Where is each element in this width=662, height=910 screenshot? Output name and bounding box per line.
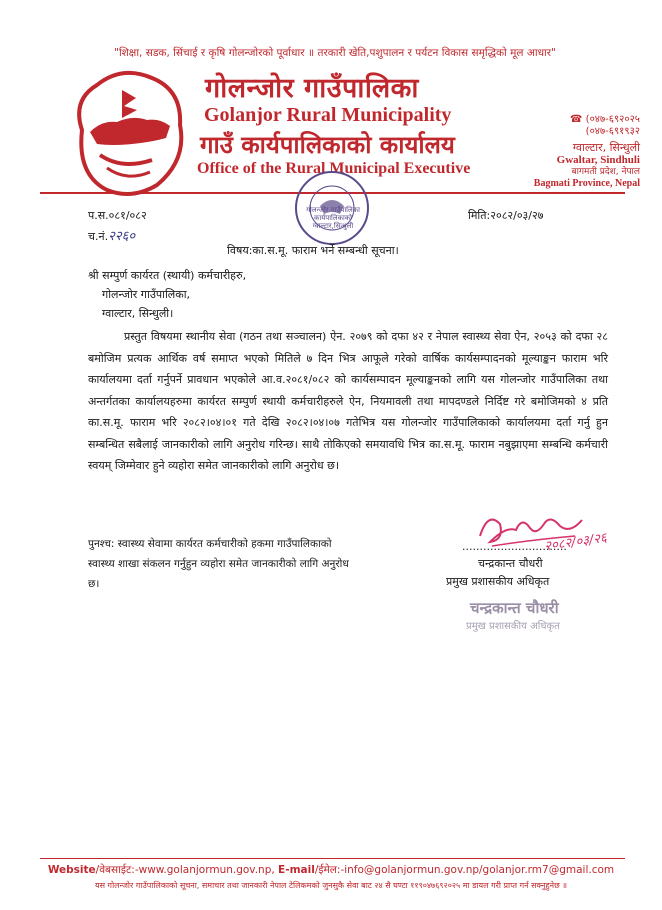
municipality-name-np: गोलन्जोर गाउँपालिका (205, 73, 419, 104)
signatory-name: चन्द्रकान्त चौधरी (478, 557, 543, 570)
signatory-title: प्रमुख प्रशासकीय अधिकृत (446, 575, 550, 588)
signature-date: २०८२/०३/२६ (543, 530, 608, 555)
letter-date: मिति:२०८२/०३/२७ (468, 209, 544, 222)
email-text[interactable]: /ईमेल:-info@golanjormun.gov.np/golanjor.rm7@gmail.com (314, 864, 615, 876)
dispatch-number-row (88, 226, 135, 244)
seal-text (298, 206, 368, 230)
province-np: बागमती प्रदेश, नेपाल (571, 167, 640, 177)
office-name-np: गाउँ कार्यपालिकाको कार्यालय (200, 130, 455, 159)
seal-line-3: ग्वाल्टार,सिन्धुली (312, 222, 354, 230)
seal-line-1: गोलन्जोर गाउँपालिका (306, 206, 360, 214)
recipient-line-3: ग्वाल्टार, सिन्धुली। (102, 307, 174, 320)
recipient-block (88, 266, 246, 323)
letter-body (88, 326, 608, 477)
province-en: Bagmati Province, Nepal (533, 178, 640, 189)
dispatch-number-value: २२६० (108, 229, 136, 244)
address-np: ग्वाल्टार, सिन्धुली (572, 141, 640, 154)
office-name-en: Office of the Rural Municipal Executive (197, 160, 471, 177)
website-label: Website (47, 864, 96, 876)
phone-row-2: (०४७-६९१९३२ (585, 126, 640, 137)
address-en: Gwaltar, Sindhuli (556, 154, 640, 166)
title-stamp: प्रमुख प्रशासकीय अधिकृत (466, 621, 560, 632)
letter-body-text: प्रस्तुत विषयमा स्थानीय सेवा (गठन तथा सञ्चालन) ऐन. २०७९ को दफा ४२ र नेपाल स्वास्थ्य सेवा ऐन, २०५३ को दफा २८ बमोजिम प्रत्यक आर्थिक वर्ष समाप्त भएको मितिले ७ दिन भित्र आफूले गरेको वार्षिक कार्यसम्पादनको मूल्याङ्कन फाराम भरि कार्यालयमा दर्ता गर्नुपर्ने प्रावधान भएकोले आ.व.२०८१/०८२ को कार्यसम्पादन मूल्याङ्कनको लागि यस गोलन्जोर गाउँपालिका तथा अन्तर्गतका कार्यालयहरुमा कार्यरत सम्पुर्ण स्थायी कर्मचारीहरुले ऐन, नियमावली तथा मापदण्डले निर्दिष्ट गरे बमोजिमको ४ प्रति का.स.मू. फाराम भरि २०८२।०४।०१ गते देखि २०८२।०४।०७ गतेभित्र यस गोलन्जोर गाउँपालिकाको कार्यालयमा दर्ता गर्नु हुन सम्बन्धित सबैलाई जानकारीको लागि अनुरोध गरिन्छ। साथै तोकिएको समयावधि भित्र का.स.मू. फाराम नबुझाएमा सम्बन्धि कर्मचारी स्वयम् जिम्मेवार हुने व्यहोरा समेत जानकारीको लागि अनुरोध छ। (88, 330, 608, 472)
recipient-line-2: गोलन्जोर गाउँपालिका, (102, 288, 191, 301)
phone-1: ०४७-६९२०२५ (589, 114, 640, 125)
phone-row-1: ☎ (०४७-६९२०२५ (570, 114, 640, 125)
phone-icon: ☎ (570, 114, 583, 125)
reference-number: प.स.०८१/०८२ (88, 209, 147, 222)
contact-block (534, 114, 640, 190)
recipient-line-1: श्री सम्पुर्ण कार्यरत (स्थायी) कर्मचारीहरु, (88, 269, 247, 282)
email-label: E-mail (278, 864, 315, 876)
municipality-name-en: Golanjor Rural Municipality (204, 104, 452, 126)
postscript: पुनश्च: स्वास्थ्य सेवामा कार्यरत कर्मचारीको हकमा गाउँपालिकाको स्वास्थ्य शाखा संकलन गर्नुहुन व्यहोरा समेत जानकारीको लागि अनुरोध छ। (88, 538, 349, 590)
footer-divider (40, 858, 625, 859)
seal-line-2: कार्यपालिकाको (314, 214, 352, 222)
dispatch-number-label: च.नं. (88, 230, 109, 243)
slogan: "शिक्षा, सडक, सिंचाई र कृषि गोलन्जोरको पूर्वाधार ॥ तरकारी खेति,पशुपालन र पर्यटन विकास समृद्धिको मूल आधार" (114, 47, 556, 59)
name-stamp: चन्द्रकान्त चौधरी (470, 599, 559, 617)
website-text[interactable]: /वेबसाईट:-www.golanjormun.gov.np, (95, 864, 275, 876)
phone-2: ०४७-६९१९३२ (589, 126, 640, 137)
footer-notice: यस गोलन्जोर गाउँपालिकाको सूचना, समाचार तथा जानकारी नेपाल टेलिकमको जुनसुकै सेवा बाट २४ सै घण्टा ११९०४७६९२०२५ मा डायल गरी प्राप्त गर्न सक्नुहुनेछ ॥ (94, 881, 568, 890)
signature-dots: .............................. (462, 540, 567, 553)
nepal-emblem-icon (62, 60, 197, 205)
footer-contact (20, 863, 642, 877)
subject-line: विषय:का.स.मू. फाराम भर्ने सम्बन्धी सूचना। (227, 244, 399, 257)
